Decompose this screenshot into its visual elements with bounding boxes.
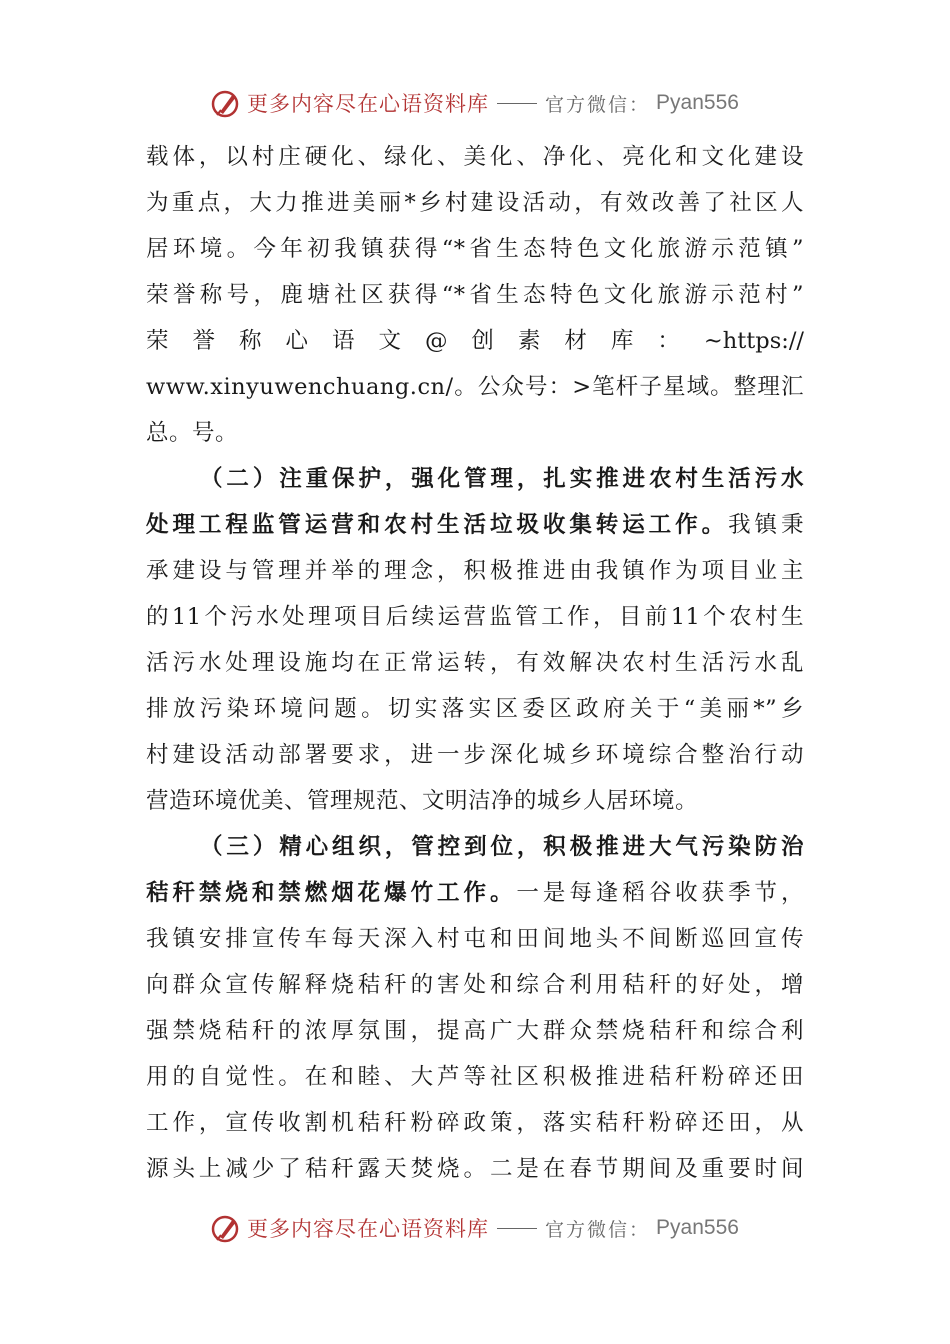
footer-official: 官方微信：: [545, 1218, 651, 1241]
body-line: 活污水处理设施均在正常运转，有效解决农村生活污水乱: [146, 650, 804, 676]
body-line: 排放污染环境问题。切实落实区委区政府关于“美丽*”乡: [146, 696, 804, 722]
section-heading: [146, 824, 804, 870]
header-wechat: Pyan556: [656, 91, 739, 114]
body-line: 载体，以村庄硬化、绿化、美化、净化、亮化和文化建设: [146, 144, 804, 170]
body-line: 用的自觉性。在和睦、大芦等社区积极推进秸秆粉碎还田: [146, 1064, 804, 1090]
body-line: 承建设与管理并举的理念，积极推进由我镇作为项目业主: [146, 558, 804, 584]
footer-banner: [0, 1208, 950, 1248]
body-line: 荣誉称号，鹿塘社区获得“*省生态特色文化旅游示范村”: [146, 282, 804, 308]
body-line: www.xinyuwenchuang.cn/。公众号：>笔杆子星域。整理汇: [146, 374, 804, 400]
body-text: 一是每逢稻谷收获季节，: [516, 880, 804, 906]
header-banner: [0, 83, 950, 123]
heading-text: （三）精心组织，管控到位，积极推进大气污染防治: [200, 834, 804, 860]
heading-text: （二）注重保护，强化管理，扎实推进农村生活污水: [200, 466, 804, 492]
footer-brand: 更多内容尽在心语资料库: [247, 1217, 490, 1241]
footer-wechat: Pyan556: [656, 1216, 739, 1239]
body-line: 为重点，大力推进美丽*乡村建设活动，有效改善了社区人: [146, 190, 804, 216]
body-line: 工作，宣传收割机秸秆粉碎政策，落实秸秆粉碎还田，从: [146, 1110, 804, 1136]
quill-logo-icon: [211, 88, 241, 118]
body-line: 源头上减少了秸秆露天焚烧。二是在春节期间及重要时间: [146, 1156, 804, 1182]
heading-text: 秸秆禁烧和禁燃烟花爆竹工作。: [146, 880, 517, 906]
body-text: 我镇秉: [728, 512, 804, 538]
body-line: [146, 870, 804, 916]
body-line: 荣誉称心语文@创素材库：~https://: [146, 328, 804, 354]
body-line: 强禁烧秸秆的浓厚氛围，提高广大群众禁烧秸秆和综合利: [146, 1018, 804, 1044]
header-official: 官方微信：: [545, 93, 651, 116]
body-line: 我镇安排宣传车每天深入村屯和田间地头不间断巡回宣传: [146, 926, 804, 952]
body-line: 总。号。: [146, 420, 239, 446]
footer-divider: [497, 1228, 537, 1229]
quill-logo-icon: [211, 1213, 241, 1243]
section-heading: [146, 456, 804, 502]
header-divider: [497, 103, 537, 104]
body-line: 的11个污水处理项目后续运营监管工作，目前11个农村生: [146, 604, 804, 630]
heading-text: 处理工程监管运营和农村生活垃圾收集转运工作。: [146, 512, 729, 538]
body-line: 向群众宣传解释烧秸秆的害处和综合利用秸秆的好处，增: [146, 972, 804, 998]
body-line: 居环境。今年初我镇获得“*省生态特色文化旅游示范镇”: [146, 236, 804, 262]
body-line: [146, 502, 804, 548]
header-brand: 更多内容尽在心语资料库: [247, 92, 490, 116]
body-line: 村建设活动部署要求，进一步深化城乡环境综合整治行动: [146, 742, 804, 768]
body-line: 营造环境优美、管理规范、文明洁净的城乡人居环境。: [146, 788, 699, 814]
document-body: [146, 134, 804, 1192]
